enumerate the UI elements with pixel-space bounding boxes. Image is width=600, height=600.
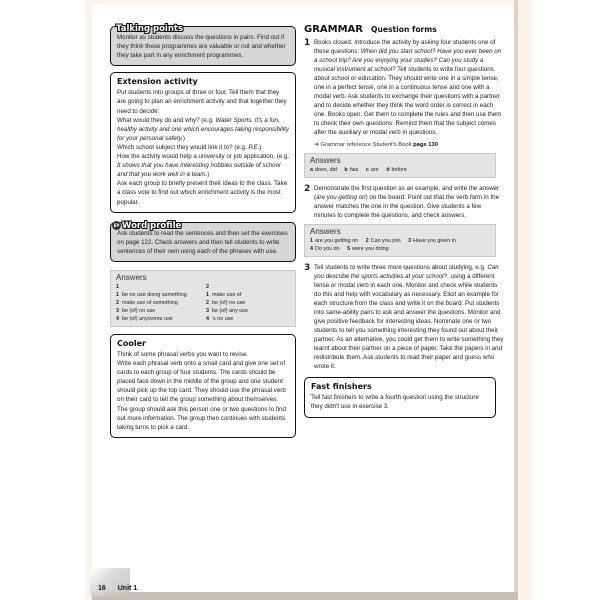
unit-label: Unit 1 <box>117 585 138 592</box>
page-bottom-edge <box>92 592 518 600</box>
page-edge-shadow <box>514 0 518 596</box>
answer-item: 1 are you getting on <box>310 237 359 244</box>
answer-item: 2 Can you join <box>365 237 401 244</box>
word-profile-text: Ask students to read the sentences and then set the exercises on page 122. Check answers and then tell students to write sentences of their own using each of the phrases with use. <box>117 229 288 255</box>
answer-item: 4 Do you do <box>310 245 340 252</box>
step-text: Demonstrate the first question as an example, and write the answer (are you getting on) on the board. Point out that the verb form in the answer matches the one in the question. Give students a few minutes to complete the questions, and check answers. <box>314 184 500 219</box>
answers-title: Answers <box>310 226 341 236</box>
cooler-text-1: Think of some phrasal verbs you want to revise. <box>117 350 249 358</box>
grammar-answers-1 <box>304 153 496 178</box>
talking-points-text: Monitor as students discuss the questions in pairs. Find out if they think these programmes are valuable or not and whether they take part in any enrichment programmes. <box>117 34 286 60</box>
answers-grid <box>116 283 290 323</box>
step-2 <box>304 184 504 220</box>
grammar-heading <box>304 24 504 35</box>
answers-title: Answers <box>310 155 341 165</box>
word-profile-answers <box>110 270 296 327</box>
answer-item: 4 be (of) any/some use <box>116 315 173 322</box>
fast-finishers-box <box>304 377 496 417</box>
word-profile-section <box>110 222 296 262</box>
extension-activity-p3: Which school subject they would link it to? (e.g. P.E.) <box>117 143 262 151</box>
extension-activity-title: Extension activity <box>117 77 198 87</box>
arrow-icon: ➔ <box>314 141 319 148</box>
grammar-reference <box>314 142 504 148</box>
reference-page: page 130 <box>413 141 438 148</box>
talking-points-title: Talking points <box>116 24 184 34</box>
answer-item: 3 be (of) any use <box>206 307 248 314</box>
fast-finishers-text: Tell fast finishers to write a fourth question using the structure they didn't use in exercise 3. <box>311 394 479 411</box>
fast-finishers-title: Fast finishers <box>311 382 372 392</box>
left-column <box>110 18 296 438</box>
extension-activity-p1: Put students into groups of three or four. Tell them that they are going to plan an enrichment activity and that together they need to decide: <box>117 89 287 115</box>
answer-item: 1 be no use doing something <box>116 291 187 298</box>
extension-activity-p5: Ask each group to briefly present their ideas to the class. Take a class vote to find out which enrichment activity is the most popular. <box>117 180 288 206</box>
word-profile-title-wrap <box>112 221 181 231</box>
cooler-title: Cooler <box>117 338 146 348</box>
answer-item: b has <box>344 166 359 173</box>
step-3 <box>304 263 504 372</box>
step-text: Tell students to write three more questions about studying, e.g. Can you describe the sports activities at your school?, using a different tense or modal verb in each one. Monitor and check while students do this and help with vocabulary as necessary. Elicit an example for each structure from the class and write it on the board. Put students into same-ability pairs to ask and answer the questions. Monitor and give positive feedback for interesting ideas. Nominate one or two students to tell you something interesting they found out about their partner. As an alternative, you could get them to write something they learnt about their partner on a piece of paper. Take the papers in and redistribute them. Ask students to read their paper and guess who wrote it. <box>314 263 504 371</box>
word-profile-title: Word profile <box>122 220 182 231</box>
step-text: Books closed. Introduce the activity by asking four students one of these questions: When did you start school? Have you ever been on a school trip? Are you enjoying your studies? Can you study a musical instrument at school? Tell students to write four questions about school or education. They should write one in a simple tense, one in a perfect tense, one in a continuous tense and one with a modal verb. Ask students to exchange their questions with a partner and to decide whether they think the word order is correct in each one. Books open. Get them to complete the rules and then use them to check their own questions. Remind them that the subject comes after the auxiliary or modal verb in questions. <box>314 39 502 137</box>
answer-item: d before <box>386 166 407 173</box>
answer-item: 1 make use of <box>206 291 242 298</box>
page-number: 16 <box>98 585 106 592</box>
reference-text: Grammar reference Student's Book <box>320 141 412 148</box>
grammar-title: GRAMMAR <box>304 24 363 35</box>
cooler-text-2: Write each phrasal verb onto a small card and give one set of cards to each group of four students. The cards should be placed face down in the middle of the group and one student should pick up the top card. They should use the phrasal verb on their card to tell the group something about themselves. The group should ask this person one or two questions to find out more information. The group then continues with students taking turns to pick a card. <box>117 360 286 431</box>
answers-col-2: 2 1 make use of 2 be (of) no use 3 be (of) any use 4 's no use <box>206 283 290 323</box>
step-number: 1 <box>304 38 311 48</box>
extension-activity-p4: How the activity would help a university or job application. (e.g. It shows that you have interesting hobbies outside of school and that you work well in a team.) <box>117 153 289 179</box>
grammar-subtitle: Question forms <box>371 25 437 34</box>
grammar-answers-2 <box>304 224 496 257</box>
answer-item: 4 's no use <box>206 315 234 322</box>
step-number: 2 <box>304 183 311 194</box>
extension-activity-box <box>110 72 296 212</box>
step-number: 3 <box>304 262 311 273</box>
step-1 <box>304 38 504 138</box>
cooler-box <box>110 334 296 438</box>
page-footer <box>98 585 137 592</box>
right-column <box>304 24 504 418</box>
answer-item: 2 be (of) no use <box>206 299 246 306</box>
english-profile-icon: EP <box>113 222 120 228</box>
talking-points-section <box>110 26 296 66</box>
answer-item: 3 be (of) no use <box>116 307 156 314</box>
answers-col-1: 1 1 be no use doing something 2 make use of something 3 be (of) no use 4 be (of) any/some use <box>116 283 200 323</box>
answers-title: Answers <box>116 272 147 282</box>
answer-item: 2 make use of something <box>116 299 178 306</box>
answer-item: c are <box>365 166 379 173</box>
answer-item: a does, did <box>310 166 337 173</box>
answer-item: 3 Have you given in <box>408 237 456 244</box>
extension-activity-p2: What would they do and why? (e.g. Water Sports. It's a fun, healthy activity and one which encourages taking responsibility for your personal safety.) <box>117 116 289 142</box>
answer-item: 5 were you doing <box>347 245 389 252</box>
